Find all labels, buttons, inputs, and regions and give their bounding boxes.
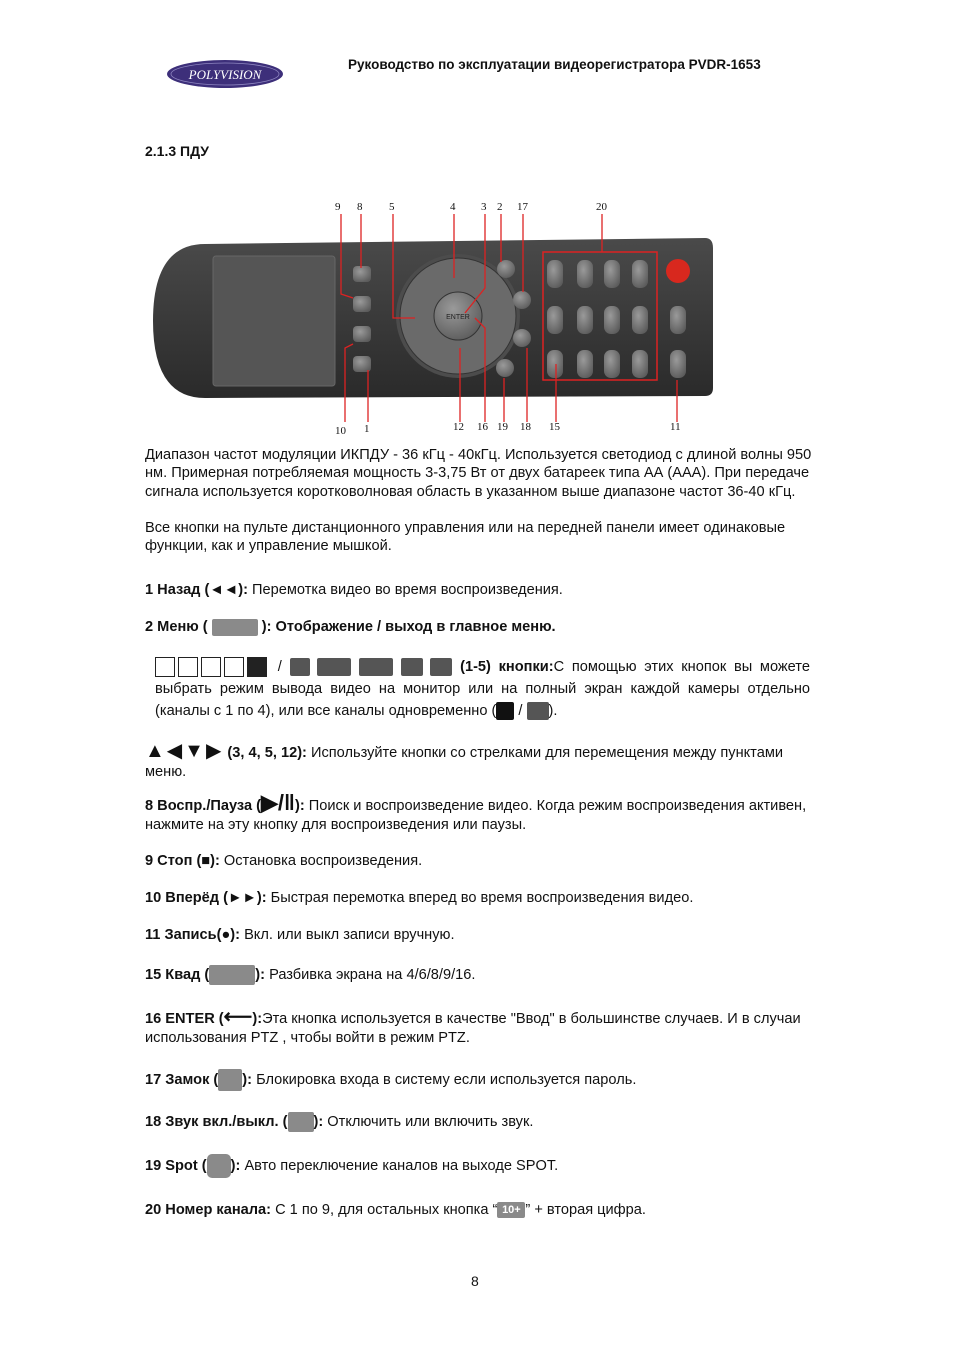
lock-icon — [218, 1069, 242, 1091]
document-header-title: Руководство по эксплуатации видеорегистратора PVDR-1653 — [348, 57, 761, 72]
record-button — [666, 259, 690, 283]
fullscreen-icon — [430, 658, 452, 676]
svg-text:18: 18 — [520, 421, 531, 433]
svg-text:12: 12 — [453, 421, 464, 433]
page-number: 8 — [471, 1273, 479, 1289]
polyvision-logo — [166, 58, 284, 90]
remote-control-image — [145, 198, 720, 436]
item-forward: 10 Вперёд (►►): Быстрая перемотка вперед во время воспроизведения видео. — [145, 890, 694, 906]
svg-text:20: 20 — [596, 201, 607, 213]
item-quad: 15 Квад ( ): Разбивка экрана на 4/6/8/9/16. — [145, 965, 817, 985]
section-title: 2.1.3 ПДУ — [145, 143, 209, 159]
item-menu: 2 Меню ( ): Отображение / выход в главное меню. — [145, 619, 556, 635]
item-rewind: 1 Назад (◄◄): Перемотка видео во время воспроизведения. — [145, 582, 563, 598]
enter-button-label: ENTER — [446, 314, 470, 321]
svg-text:POLYVISION: POLYVISION — [188, 67, 262, 82]
channel-right-icon — [359, 658, 393, 676]
item-channel-number: 20 Номер канала: С 1 по 9, для остальных кнопка “ 10+ ” + вторая цифра. — [145, 1202, 646, 1218]
arrow-icons: ▲◀▼▶ — [145, 740, 224, 762]
ten-plus-icon: 10+ — [497, 1202, 525, 1218]
all-channels-alt-icon — [527, 702, 549, 720]
svg-text:4: 4 — [450, 201, 456, 213]
svg-text:3: 3 — [481, 201, 487, 213]
intro-paragraph-2: Все кнопки на пульте дистанционного управления или на передней панели имеет одинаковые функции, как и управление мышкой. — [145, 520, 786, 555]
svg-text:17: 17 — [517, 201, 528, 213]
item-arrows: ▲◀▼▶ (3, 4, 5, 12): Используйте кнопки со стрелками для перемещения между пунктами меню. — [145, 740, 783, 780]
item-lock: 17 Замок ( ): Блокировка входа в систему если используется пароль. — [145, 1069, 817, 1091]
all-channels-icon — [496, 702, 514, 720]
play-pause-button — [353, 266, 371, 282]
svg-text:11: 11 — [670, 421, 681, 433]
item-spot: 19 Spot ( ): Авто переключение каналов на выходе SPOT. — [145, 1154, 817, 1178]
item-enter: 16 ENTER (⟵):Эта кнопка используется в качестве "Ввод" в большинстве случаев. И в случаи использования PTZ , чтобы войти в режим PTZ. — [145, 1006, 801, 1046]
item-sound: 18 Звук вкл./выкл. ( ): Отключить или включить звук. — [145, 1112, 817, 1132]
item-stop: 9 Стоп (■): Остановка воспроизведения. — [145, 853, 423, 869]
svg-text:2: 2 — [497, 201, 503, 213]
quad-icon — [209, 965, 255, 985]
item-record: 11 Запись(●): Вкл. или выкл записи вручную. — [145, 927, 455, 943]
svg-text:10: 10 — [335, 425, 346, 436]
svg-text:16: 16 — [477, 421, 488, 433]
item-view-modes: / (1-5) кнопки:С помощью этих кнопок вы можете выбрать режим вывода видео на монитор или на полный экран каждой камеры отдельно (каналы с 1 по 4), или все каналы одновременно ( / ). — [155, 659, 810, 719]
layout-mode-icons — [155, 659, 270, 675]
intro-paragraph-1: Диапазон частот модуляции ИКПДУ - 36 кГц - 40кГц. Используется светодиод с длиной волны 950 нм. Примерная потребляемая мощность 3-3,75 Вт от двух батареек типа АА (ААА). При передаче сигнала используется коротковолновая область в указанном выше диапазоне частот 36-40 кГц. — [145, 447, 812, 500]
spot-icon — [207, 1154, 231, 1178]
svg-text:1: 1 — [364, 423, 370, 435]
svg-text:15: 15 — [549, 421, 560, 433]
svg-text:8: 8 — [357, 201, 363, 213]
forward-button — [353, 326, 371, 342]
channel-prev-icon — [290, 658, 310, 676]
mute-icon — [288, 1112, 314, 1132]
svg-text:9: 9 — [335, 201, 341, 213]
enter-icon: ⟵ — [223, 1006, 253, 1028]
item-play-pause: 8 Воспр./Пауза (▶/‖): Поиск и воспроизведение видео. Когда режим воспроизведения активен, нажмите на эту кнопку для воспроизведения или паузы. — [145, 790, 807, 833]
grid-icon — [401, 658, 423, 676]
rewind-button — [353, 356, 371, 372]
svg-text:19: 19 — [497, 421, 508, 433]
svg-text:5: 5 — [389, 201, 395, 213]
menu-icon — [212, 619, 258, 636]
play-pause-icon: ▶/‖ — [261, 790, 295, 815]
stop-button — [353, 296, 371, 312]
channel-left-icon — [317, 658, 351, 676]
